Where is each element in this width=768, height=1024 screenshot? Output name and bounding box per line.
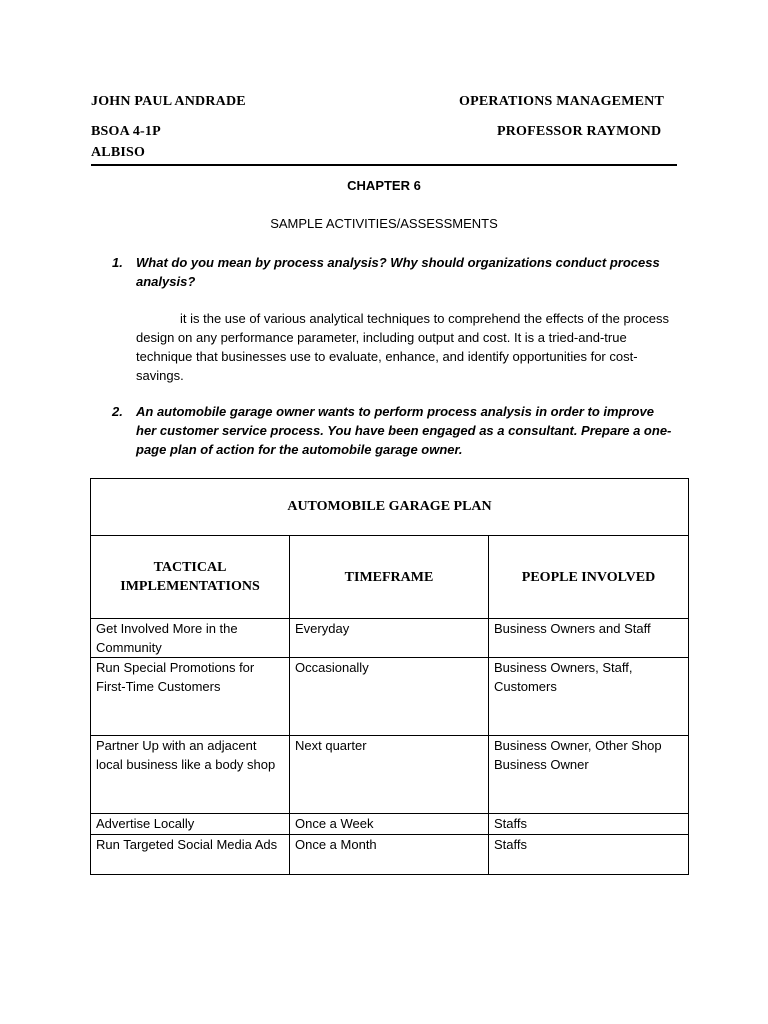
table-title-row (91, 479, 689, 536)
section-subtitle: SAMPLE ACTIVITIES/ASSESSMENTS (270, 216, 498, 231)
table-row (91, 736, 689, 814)
cell-timeframe: Next quarter (290, 736, 489, 814)
cell-people: Staffs (489, 835, 689, 875)
table-row (91, 658, 689, 736)
cell-timeframe: Occasionally (290, 658, 489, 736)
chapter-title: CHAPTER 6 (347, 178, 421, 193)
column-header-timeframe: TIMEFRAME (290, 536, 489, 619)
cell-tactical: Advertise Locally (91, 814, 290, 835)
cell-timeframe: Once a Month (290, 835, 489, 875)
cell-people: Business Owners and Staff (489, 619, 689, 658)
question-1 (112, 253, 672, 291)
course-name: OPERATIONS MANAGEMENT (459, 94, 665, 109)
garage-plan-table (90, 478, 689, 875)
question-2 (112, 402, 672, 459)
cell-people: Staffs (489, 814, 689, 835)
table-row (91, 814, 689, 835)
cell-tactical: Partner Up with an adjacent local business like a body shop (91, 736, 290, 814)
question-number: 2. (112, 404, 123, 419)
cell-people: Business Owners, Staff, Customers (489, 658, 689, 736)
column-header-people: PEOPLE INVOLVED (489, 536, 689, 619)
question-number: 1. (112, 255, 123, 270)
header-rule (91, 164, 677, 166)
section-code: BSOA 4-1P (91, 124, 161, 139)
question-text: What do you mean by process analysis? Why should organizations conduct process analysis? (136, 255, 660, 289)
table-row (91, 835, 689, 875)
cell-tactical: Get Involved More in the Community (91, 619, 290, 658)
question-text: An automobile garage owner wants to perform process analysis in order to improve her customer service process. You have been engaged as a consultant. Prepare a one-page plan of action for the automobile garage owner. (136, 404, 672, 457)
professor-surname: ALBISO (91, 145, 146, 160)
student-name: JOHN PAUL ANDRADE (91, 94, 246, 109)
cell-tactical: Run Special Promotions for First-Time Customers (91, 658, 290, 736)
table-header-row (91, 536, 689, 619)
cell-timeframe: Everyday (290, 619, 489, 658)
professor-name: PROFESSOR RAYMOND (497, 124, 662, 139)
cell-people: Business Owner, Other Shop Business Owner (489, 736, 689, 814)
table-title: AUTOMOBILE GARAGE PLAN (91, 479, 689, 536)
answer-1: it is the use of various analytical techniques to comprehend the effects of the process design on any performance parameter, including output and cost. It is a tried-and-true technique that businesses use to evaluate, enhance, and identify opportunities for cost-savings. (136, 311, 669, 383)
column-header-tactical: TACTICAL IMPLEMENTATIONS (91, 536, 290, 619)
cell-tactical: Run Targeted Social Media Ads (91, 835, 290, 875)
cell-timeframe: Once a Week (290, 814, 489, 835)
table-row (91, 619, 689, 658)
